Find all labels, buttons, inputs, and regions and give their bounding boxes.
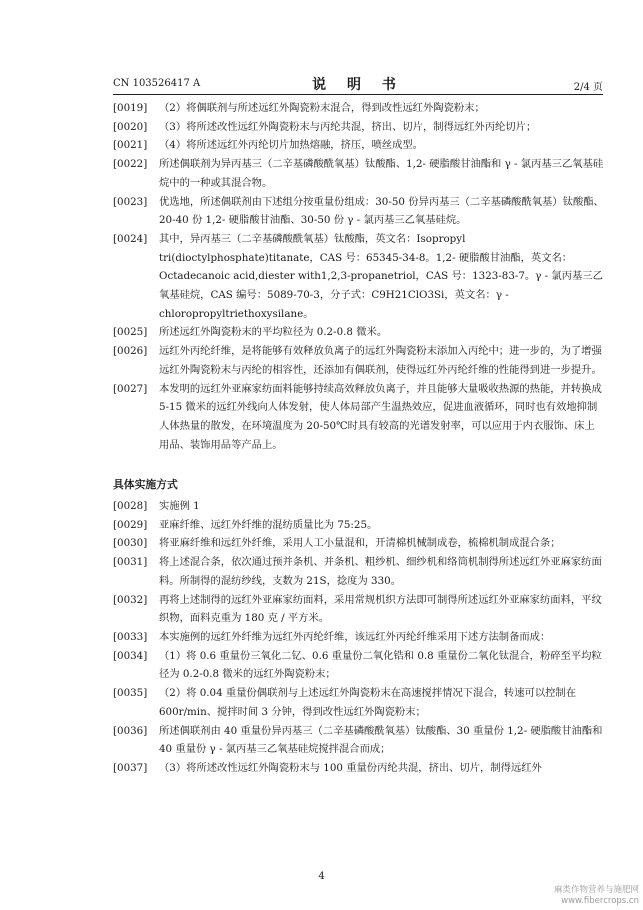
paragraph (113, 534, 605, 553)
paragraph (113, 497, 605, 516)
paragraph-list (113, 497, 605, 778)
paragraph (113, 591, 605, 628)
paragraph-number: [0024] (113, 232, 148, 245)
header-rule (113, 94, 603, 95)
paragraph-text: 远红外丙纶纤维，是将能够有效释放负离子的远红外陶瓷粉末添加入丙纶中；进一步的，为了增强远红外陶瓷粉末与丙纶的相容性，还添加有偶联剂，使得远红外丙纶纤维的性能得到进一步提升。 (159, 345, 602, 376)
paragraph (113, 323, 605, 342)
paragraph-text: 再将上述制得的远红外亚麻家纺面料，采用常规机织方法即可制得所述远红外亚麻家纺面料，平纹织物，面料克重为 180 克 / 平方米。 (159, 593, 602, 625)
paragraph-number: [0031] (113, 556, 148, 569)
paragraph-text: （2）将偶联剂与所述远红外陶瓷粉末混合，得到改性远红外陶瓷粉末； (159, 102, 485, 114)
paragraph-number: [0027] (113, 382, 148, 395)
paragraph-text: 优选地，所述偶联剂由下述组分按重量份组成：30-50 份异丙基三（二辛基磷酸酰氧基）钛酸酯、20-40 份 1,2- 硬脂酸甘油酯、30-50 份 γ - 氯丙基三乙氧基硅烷。 (159, 195, 604, 227)
paragraph (113, 193, 605, 230)
paragraph-text: 本发明的远红外亚麻家纺面料能够持续高效释放负离子，并且能够大量吸收热源的热能，并转换成 5-15 微米的远红外线向人体发射，使人体局部产生温热效应，促进血液循环，同时也有效地抑制人体热量的散发，在环境温度为 20-50℃时具有较高的光谱发射率，可以应用于内衣服饰、床上用品、装饰用品等产品上。 (159, 382, 602, 451)
paragraph-list (113, 99, 605, 454)
paragraph-text: （4）将所述远红外丙纶切片加热熔融，挤压，喷丝成型。 (159, 139, 423, 152)
section-title: 具体实施方式 (113, 478, 178, 492)
paragraph (113, 759, 605, 778)
paragraph (113, 118, 605, 137)
paragraph-number: [0019] (113, 102, 148, 114)
paragraph (113, 342, 605, 379)
paragraph (113, 155, 605, 192)
paragraph-number: [0025] (113, 326, 148, 339)
paragraph-number: [0023] (113, 195, 148, 208)
paragraph-number: [0020] (113, 120, 148, 133)
paragraph-number: [0036] (113, 724, 148, 737)
paragraph-number: [0030] (113, 537, 148, 550)
watermark-line: www.fibercrops.cn (561, 896, 639, 906)
paragraph-number: [0029] (113, 518, 148, 531)
paragraph-number: [0028] (113, 500, 148, 513)
document-body (113, 99, 605, 778)
paragraph-text: 其中，异丙基三（二辛基磷酸酰氧基）钛酸酯，英文名：Isopropyl tri(dioctylphosphate)titanate，CAS 号：65345-34-8。1,2- 硬脂酸甘油酯，英文名：Octadecanoic acid,diester with1,2,3-propanetriol，CAS 号：1323-83-7。γ - 氯丙基三乙氧基硅烷，CAS 编号：5089-70-3，分子式：C9H21ClO3Si，英文名：γ -chloropropyltriethoxysilane。 (159, 232, 603, 320)
paragraph-number: [0037] (113, 761, 148, 774)
paragraph (113, 516, 605, 535)
paragraph (113, 136, 605, 155)
paragraph-text: （2）将 0.04 重量份偶联剂与上述远红外陶瓷粉末在高速搅拌情况下混合，转速可以控制在 600r/min、搅拌时间 3 分钟，得到改性远红外陶瓷粉末； (159, 687, 577, 718)
paragraph-text: 将亚麻纤维和远红外纤维，采用人工小量混和，开清棉机械制成卷，梳棉机制成混合条； (159, 537, 561, 550)
paragraph (113, 628, 605, 647)
paragraph-text: （1）将 0.6 重量份三氧化二钇、0.6 重量份二氧化锆和 0.8 重量份二氧化钛混合，粉碎至平均粒径为 0.2-0.8 微米的远红外陶瓷粉末； (159, 649, 602, 681)
paragraph-number: [0035] (113, 687, 148, 700)
paragraph-text: 亚麻纤维、远红外纤维的混纺质量比为 75:25。 (159, 518, 378, 531)
doc-id: CN 103526417 A (113, 78, 201, 89)
paragraph (113, 553, 605, 590)
paragraph-number: [0026] (113, 345, 148, 358)
paragraph-text: （3）将所述改性远红外陶瓷粉末与丙纶共混，挤出、切片，制得远红外丙纶切片； (159, 120, 537, 133)
page-indicator: 2/4 页 (573, 82, 603, 93)
paragraph-number: [0033] (113, 630, 148, 643)
paragraph (113, 99, 605, 118)
paragraph (113, 230, 605, 324)
paragraph-text: 将上述混合条，依次通过预并条机、并条机、粗纱机、细纱机和络筒机制得所述远红外亚麻家纺面料。所制得的混纺纱线，支数为 21S，捻度为 330。 (159, 556, 602, 587)
watermark-line: 麻类作物营养与施肥网 (553, 885, 639, 895)
paragraph-number: [0034] (113, 649, 148, 662)
watermark (554, 885, 639, 907)
paragraph-text: 实施例 1 (159, 500, 200, 513)
page-header (113, 74, 603, 94)
paragraph (113, 647, 605, 684)
paragraph-text: 所述偶联剂为异丙基三（二辛基磷酸酰氧基）钛酸酯、1,2- 硬脂酸甘油酯和 γ - 氯丙基三乙氧基硅烷中的一种或其混合物。 (159, 158, 604, 189)
paragraph-number: [0032] (113, 593, 148, 606)
paragraph (113, 722, 605, 759)
paragraph-text: 本实施例的远红外纤维为远红外丙纶纤维，该远红外丙纶纤维采用下述方法制备而成： (159, 630, 551, 643)
paragraph-text: （3）将所述改性远红外陶瓷粉末与 100 重量份丙纶共混，挤出、切片，制得远红外 (159, 761, 542, 774)
paragraph-number: [0021] (113, 139, 148, 152)
page-number: 4 (318, 871, 325, 882)
paragraph-number: [0022] (113, 158, 148, 171)
paragraph (113, 684, 605, 721)
paragraph-text: 所述偶联剂由 40 重量份异丙基三（二辛基磷酸酰氧基）钛酸酯、30 重量份 1,2- 硬脂酸甘油酯和 40 重量份 γ - 氯丙基三乙氧基硅烷搅拌混合而成； (159, 724, 603, 756)
paragraph (113, 380, 605, 455)
doc-title: 说 明 书 (312, 77, 404, 93)
paragraph-text: 所述远红外陶瓷粉末的平均粒径为 0.2-0.8 微米。 (159, 326, 388, 339)
